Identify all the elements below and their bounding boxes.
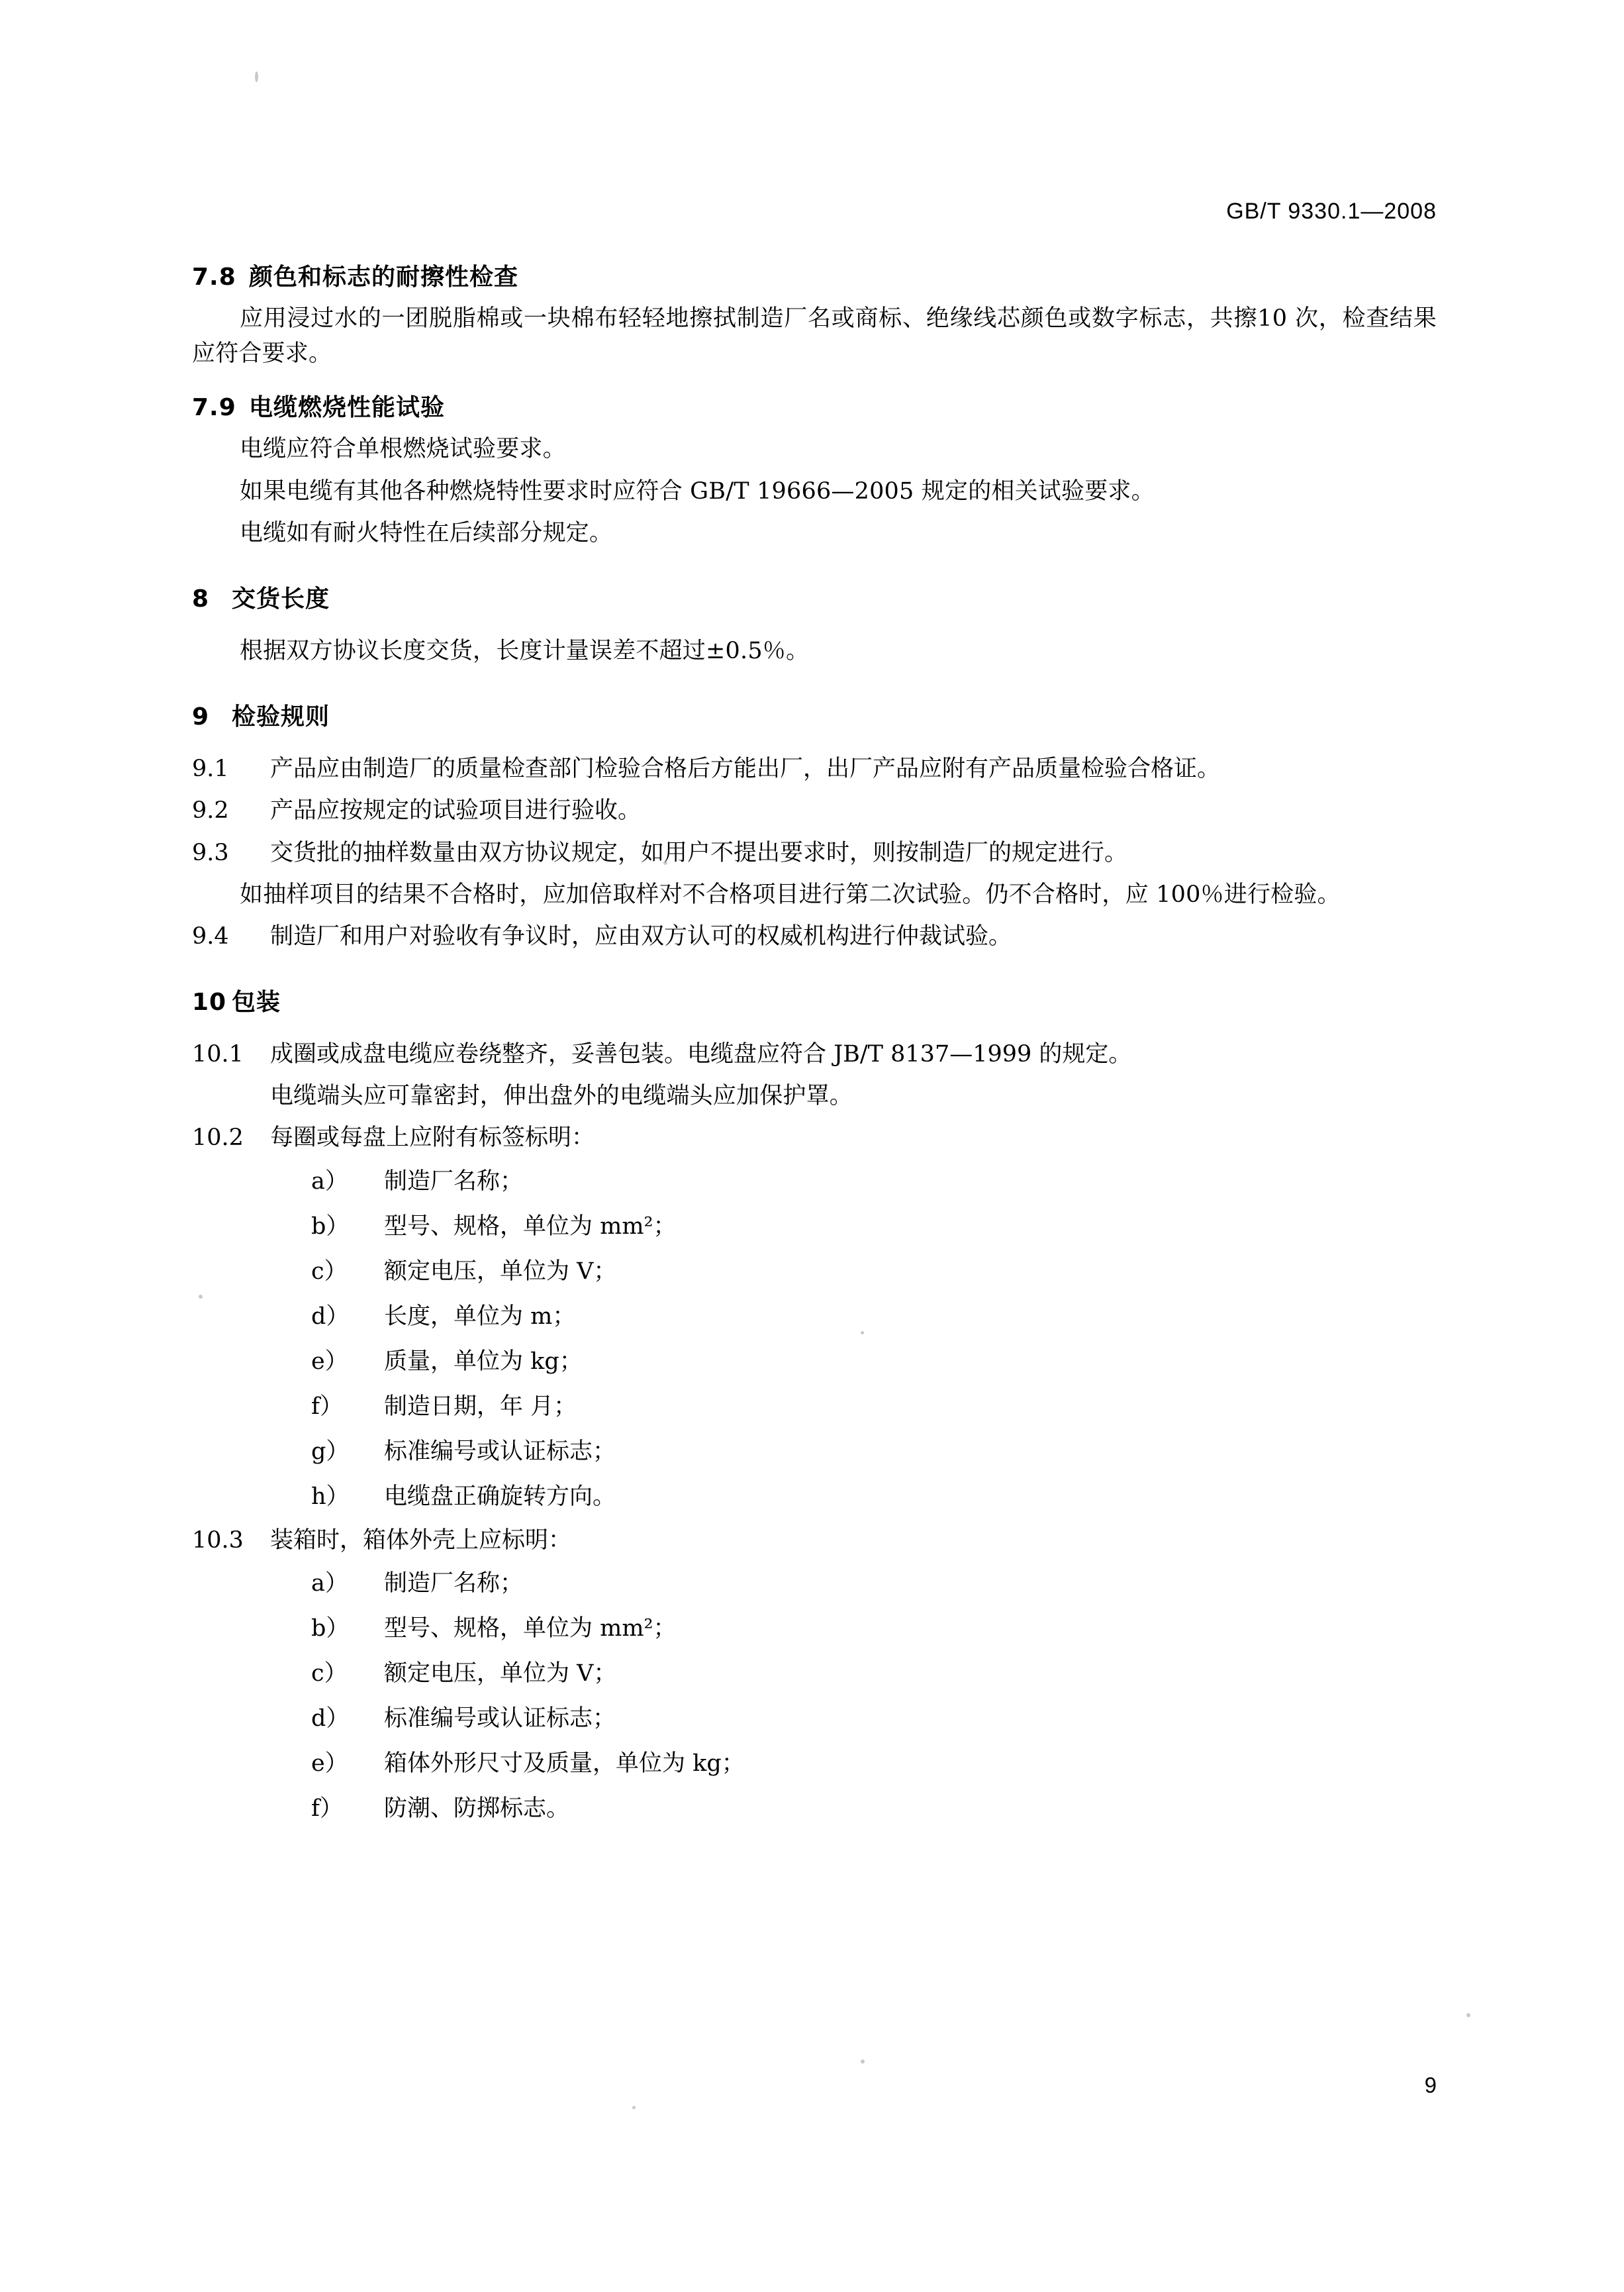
clause-9-1-text: 产品应由制造厂的质量检查部门检验合格后方能出厂，出厂产品应附有产品质量检验合格证。 [270, 756, 1221, 783]
list-item-label: b） [311, 1213, 350, 1240]
clause-9-4-text: 制造厂和用户对验收有争议时，应由双方认可的权威机构进行仲裁试验。 [270, 922, 1012, 950]
clause-7-8-paragraph-1: 应用浸过水的一团脱脂棉或一块棉布轻轻地擦拭制造厂名或商标、绝缘线芯颜色或数字标志，共擦10 次，检查结果应符合要求。 [192, 305, 1437, 368]
clause-heading-7-8 [192, 258, 1437, 292]
clause-heading-10 [192, 983, 1437, 1017]
clause-7-9-paragraph-1: 电缆应符合单根燃烧试验要求。 [240, 436, 566, 463]
list-item-label: f） [311, 1795, 343, 1822]
list-item [192, 1565, 1437, 1602]
clause-number-10-3: 10.3 [192, 1526, 244, 1554]
clause-title-7-8: 颜色和标志的耐擦性检查 [249, 264, 519, 291]
list-item-text: 电缆盘正确旋转方向。 [384, 1483, 616, 1510]
clause-number-9: 9 [192, 703, 210, 731]
clause-10-2 [192, 1121, 1437, 1156]
document-body [192, 258, 1437, 1835]
clause-9-2-text: 产品应按规定的试验项目进行验收。 [270, 797, 642, 824]
list-item-label: d） [311, 1303, 350, 1330]
clause-number-9-3: 9.3 [192, 839, 229, 866]
list-item [192, 1790, 1437, 1827]
clause-heading-9 [192, 698, 1437, 732]
list-item-text: 制造厂名称； [384, 1570, 524, 1597]
clause-10-3 [192, 1523, 1437, 1558]
list-item [192, 1343, 1437, 1380]
clause-10-3-list [192, 1565, 1437, 1827]
clause-9-1 [192, 752, 1437, 787]
clause-number-10-2: 10.2 [192, 1124, 244, 1152]
list-item-label: g） [311, 1438, 350, 1465]
clause-10-2-list [192, 1163, 1437, 1515]
list-item-text: 标准编号或认证标志； [384, 1438, 616, 1465]
list-item [192, 1388, 1437, 1425]
list-item-text: 制造厂名称； [384, 1168, 524, 1195]
clause-title-8: 交货长度 [232, 585, 330, 613]
clause-10-1-text: 成圈或成盘电缆应卷绕整齐，妥善包装。电缆盘应符合 JB/T 8137—1999 的规定。 [270, 1041, 1132, 1068]
clause-number-8: 8 [192, 585, 210, 613]
clause-9-3 [192, 836, 1437, 871]
list-item-label: e） [311, 1750, 348, 1777]
list-item-text: 制造日期，年 月； [384, 1393, 577, 1420]
standard-header: GB/T 9330.1—2008 [1226, 199, 1437, 224]
list-item [192, 1610, 1437, 1647]
list-item [192, 1655, 1437, 1692]
list-item-label: c） [311, 1258, 348, 1285]
clause-title-10: 包装 [232, 989, 281, 1017]
list-item [192, 1163, 1437, 1200]
clause-title-7-9: 电缆燃烧性能试验 [249, 394, 446, 422]
list-item-text: 长度，单位为 m； [384, 1303, 576, 1330]
list-item-text: 质量，单位为 kg； [384, 1348, 583, 1375]
clause-10-1-extra: 电缆端头应可靠密封，伸出盘外的电缆端头应加保护罩。 [270, 1083, 853, 1110]
list-item-label: b） [311, 1615, 350, 1642]
clause-number-9-1: 9.1 [192, 756, 229, 783]
list-item-text: 标准编号或认证标志； [384, 1705, 616, 1732]
list-item-text: 型号、规格，单位为 mm²； [384, 1615, 677, 1642]
list-item [192, 1700, 1437, 1737]
clause-10-3-text: 装箱时，箱体外壳上应标明： [270, 1526, 572, 1554]
clause-10-1 [192, 1037, 1437, 1072]
clause-number-10: 10 [192, 989, 227, 1017]
list-item-text: 额定电压，单位为 V； [384, 1660, 617, 1687]
list-item-text: 防潮、防掷标志。 [384, 1795, 570, 1822]
clause-7-9-paragraph-2: 如果电缆有其他各种燃烧特性要求时应符合 GB/T 19666—2005 规定的相关试验要求。 [240, 477, 1155, 505]
clause-number-7-8: 7.8 [192, 264, 236, 291]
clause-8-paragraph-1: 根据双方协议长度交货，长度计量误差不超过±0.5％。 [240, 637, 810, 664]
list-item-text: 额定电压，单位为 V； [384, 1258, 617, 1285]
clause-number-9-2: 9.2 [192, 797, 229, 824]
list-item [192, 1298, 1437, 1335]
clause-heading-7-9 [192, 389, 1437, 423]
clause-10-2-text: 每圈或每盘上应附有标签标明： [270, 1124, 595, 1152]
list-item [192, 1745, 1437, 1782]
clause-number-9-4: 9.4 [192, 922, 229, 950]
clause-title-9: 检验规则 [232, 703, 330, 731]
list-item-label: h） [311, 1483, 350, 1510]
list-item-label: d） [311, 1705, 350, 1732]
list-item-label: e） [311, 1348, 348, 1375]
list-item-label: a） [311, 1570, 348, 1597]
list-item [192, 1253, 1437, 1290]
list-item-text: 型号、规格，单位为 mm²； [384, 1213, 677, 1240]
clause-number-10-1: 10.1 [192, 1041, 244, 1068]
list-item [192, 1208, 1437, 1245]
clause-number-7-9: 7.9 [192, 394, 236, 422]
clause-heading-8 [192, 580, 1437, 614]
clause-7-9-paragraph-3: 电缆如有耐火特性在后续部分规定。 [240, 519, 613, 546]
clause-9-3-extra: 如抽样项目的结果不合格时，应加倍取样对不合格项目进行第二次试验。仍不合格时，应 100％进行检验。 [240, 881, 1341, 908]
clause-9-2 [192, 793, 1437, 828]
list-item-text: 箱体外形尺寸及质量，单位为 kg； [384, 1750, 745, 1777]
clause-9-4 [192, 919, 1437, 954]
list-item [192, 1478, 1437, 1515]
clause-9-3-text: 交货批的抽样数量由双方协议规定，如用户不提出要求时，则按制造厂的规定进行。 [270, 839, 1128, 866]
list-item-label: a） [311, 1168, 348, 1195]
list-item-label: c） [311, 1660, 348, 1687]
page-number: 9 [1424, 2073, 1437, 2097]
list-item [192, 1433, 1437, 1470]
list-item-label: f） [311, 1393, 343, 1420]
